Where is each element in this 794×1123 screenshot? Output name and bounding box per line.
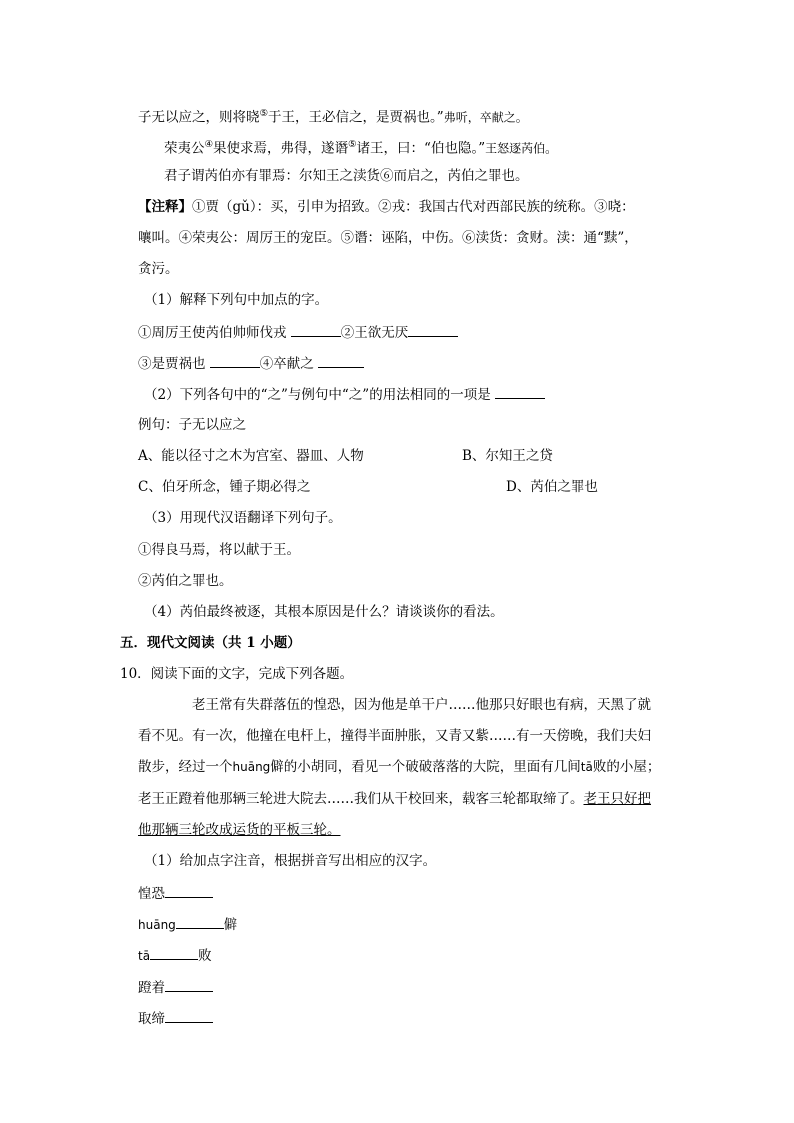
classical-line-1 bbox=[138, 104, 528, 128]
text-segment: 子无以应之，则将晓 bbox=[138, 109, 260, 126]
passage-line-5: 他那辆三轮改成运货的平板三轮。 bbox=[138, 822, 341, 838]
q1-item-c: ③是贾祸也 bbox=[138, 356, 206, 372]
answer-blank[interactable] bbox=[150, 945, 198, 960]
footnote-mark: ④ bbox=[204, 139, 214, 150]
q1-item-a: ①周厉王使芮伯帅师伐戎 bbox=[138, 325, 287, 341]
passage-line-1: 老王常有失群落伍的惶恐，因为他是单干户……他那只好眼也有病，天黑了就 bbox=[192, 697, 651, 713]
answer-blank[interactable] bbox=[210, 353, 260, 368]
q2-option-a[interactable]: A、能以径寸之木为宫室、器皿、人物 bbox=[138, 448, 364, 464]
section-5-title: 五．现代文阅读（共 1 小题） bbox=[120, 635, 301, 651]
passage-line-2: 看不见。有一次，他撞在电杆上，撞得半面肿胀，又青又紫……有一天傍晚，我们夫妇 bbox=[138, 728, 651, 744]
text-segment: 散步，经过一个 bbox=[138, 759, 233, 775]
item-text: 蹬着 bbox=[138, 980, 165, 996]
q2-option-d[interactable]: D、芮伯之罪也 bbox=[506, 479, 598, 495]
notes-text: ①贾（gǔ）：买，引申为招致。②戎：我国古代对西部民族的统称。③哓： bbox=[192, 199, 635, 215]
notes-line-2: 嚷叫。④荣夷公：周厉王的宠臣。⑤谮：诬陷，中伤。⑥渎货：贪财。渎：通“黩”， bbox=[138, 230, 638, 246]
q2-option-c[interactable]: C、伯牙所念，锺子期必得之 bbox=[138, 479, 311, 495]
q1-prompt: （1）解释下列句中加点的字。 bbox=[144, 292, 329, 308]
q1-item-b: ②王欲无厌 bbox=[340, 325, 409, 341]
pinyin-item-5 bbox=[138, 1008, 213, 1029]
underlined-sentence: 老王只好把 bbox=[583, 791, 651, 807]
answer-blank[interactable] bbox=[165, 1008, 213, 1023]
q1-row-1 bbox=[138, 322, 458, 343]
q10-intro: 10．阅读下面的文字，完成下列各题。 bbox=[120, 666, 354, 682]
footnote-mark: ⑤ bbox=[348, 139, 357, 150]
text-segment: 荣夷公 bbox=[164, 140, 205, 157]
item-text: huāng bbox=[138, 918, 176, 932]
footnote-mark: ⑤ bbox=[259, 108, 269, 119]
answer-blank[interactable] bbox=[495, 384, 545, 399]
q10-sub1-prompt: （1）给加点字注音，根据拼音写出相应的汉字。 bbox=[144, 853, 437, 869]
q3-item-a: ①得良马焉，将以献于王。 bbox=[138, 542, 300, 558]
q3-prompt: （3）用现代汉语翻译下列句子。 bbox=[144, 510, 342, 526]
text-segment: 果使求焉，弗得，遂谮 bbox=[213, 140, 349, 157]
classical-line-3: 君子谓芮伯亦有罪焉：尔知王之渎货⑥而启之，芮伯之罪也。 bbox=[164, 168, 529, 184]
pinyin-item-4 bbox=[138, 977, 213, 998]
answer-blank[interactable] bbox=[165, 977, 213, 992]
item-text: 败 bbox=[198, 948, 212, 964]
passage-line-4 bbox=[138, 789, 651, 809]
passage-line-3 bbox=[138, 757, 660, 777]
small-text: 王怒逐芮伯。 bbox=[485, 141, 558, 156]
text-segment: 老王正蹬着他那辆三轮进大院去……我们从干校回来，载客三轮都取缔了。 bbox=[138, 791, 584, 807]
notes-label: 【注释】 bbox=[138, 199, 192, 215]
q1-row-2 bbox=[138, 353, 364, 374]
classical-line-2 bbox=[164, 135, 557, 159]
text-segment: 败的小屋； bbox=[592, 759, 661, 775]
q2-prompt bbox=[144, 384, 545, 405]
small-text: 弗听，卒献之。 bbox=[443, 110, 528, 125]
q2-option-b[interactable]: B、尔知王之贷 bbox=[462, 448, 553, 464]
q1-item-d: ④卒献之 bbox=[259, 356, 314, 372]
answer-blank[interactable] bbox=[318, 353, 364, 368]
pinyin-item-2 bbox=[138, 914, 237, 935]
item-text: 惶恐 bbox=[138, 886, 165, 902]
answer-blank[interactable] bbox=[165, 883, 213, 898]
q2-prompt-text: （2）下列各句中的“之”与例句中“之”的用法相同的一项是 bbox=[144, 387, 491, 403]
q2-example: 例句：子无以应之 bbox=[138, 417, 246, 433]
text-segment: 于王，王必信之，是贾祸也。” bbox=[268, 109, 444, 126]
q4-prompt: （4）芮伯最终被逐，其根本原因是什么？请谈谈你的看法。 bbox=[144, 604, 504, 620]
text-segment: 僻的小胡同，看见一个破破落落的大院，里面有几间 bbox=[270, 759, 581, 775]
item-text: 取缔 bbox=[138, 1011, 165, 1027]
item-text: 僻 bbox=[223, 917, 238, 933]
pinyin-item-1 bbox=[138, 883, 213, 904]
pinyin: huāng bbox=[232, 760, 271, 774]
text-segment: 诸王，曰：“伯也隐。” bbox=[356, 140, 486, 157]
q3-item-b: ②芮伯之罪也。 bbox=[138, 573, 233, 589]
answer-blank[interactable] bbox=[291, 322, 341, 337]
item-text: tā bbox=[138, 949, 151, 963]
notes-line-1 bbox=[138, 197, 635, 217]
answer-blank[interactable] bbox=[408, 322, 458, 337]
answer-blank[interactable] bbox=[176, 914, 224, 929]
notes-line-3: 贪污。 bbox=[138, 261, 179, 277]
pinyin: tā bbox=[580, 760, 593, 774]
pinyin-item-3 bbox=[138, 945, 212, 966]
